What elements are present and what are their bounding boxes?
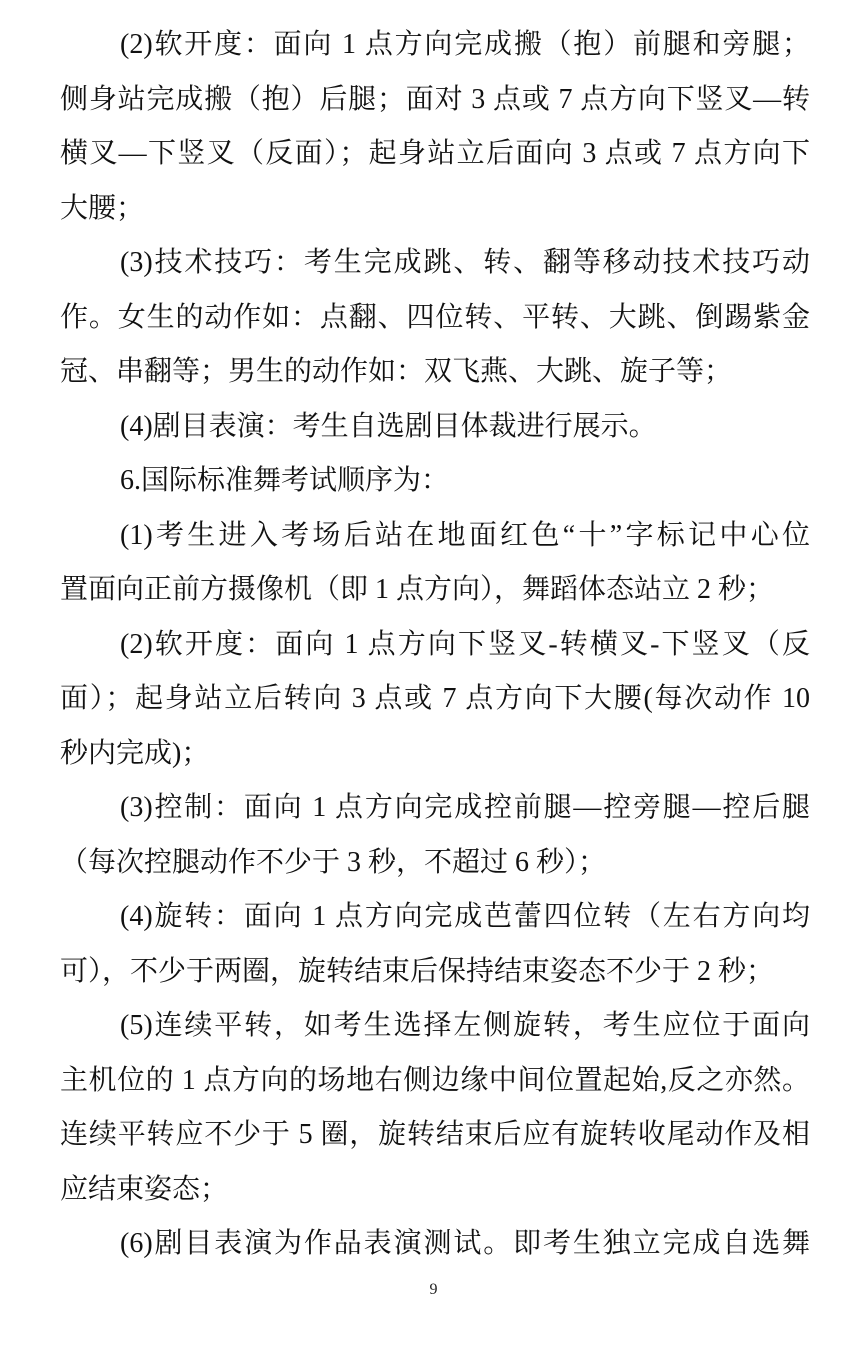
paragraph-step-3 bbox=[60, 781, 810, 890]
text-line: (4)剧目表演：考生自选剧目体裁进行展示。 bbox=[120, 410, 657, 442]
text-line: 主机位的 1 点方向的场地右侧边缘中间位置起始,反之亦然。 bbox=[60, 1064, 810, 1096]
text-line: (6)剧目表演为作品表演测试。即考生独立完成自选舞 bbox=[120, 1228, 810, 1259]
text-line: (4)旋转：面向 1 点方向完成芭蕾四位转（左右方向均 bbox=[120, 901, 810, 932]
text-line: （每次控腿动作不少于 3 秒，不超过 6 秒）； bbox=[60, 846, 607, 878]
text-line: 可），不少于两圈，旋转结束后保持结束姿态不少于 2 秒； bbox=[60, 955, 775, 987]
text-line: 大腰； bbox=[60, 192, 145, 224]
text-line: 秒内完成)； bbox=[60, 737, 210, 769]
text-line: 连续平转应不少于 5 圈，旋转结束后应有旋转收尾动作及相 bbox=[60, 1119, 810, 1150]
body-text bbox=[60, 18, 810, 1272]
text-line: 置面向正前方摄像机（即 1 点方向），舞蹈体态站立 2 秒； bbox=[60, 574, 775, 605]
paragraph-step-6 bbox=[60, 1217, 810, 1272]
paragraph-technique bbox=[60, 236, 810, 400]
text-line: 侧身站完成搬（抱）后腿；面对 3 点或 7 点方向下竖叉—转 bbox=[60, 83, 810, 115]
text-line: (2)软开度：面向 1 点方向下竖叉-转横叉-下竖叉（反 bbox=[120, 628, 810, 660]
text-line: 应结束姿态； bbox=[60, 1173, 229, 1205]
text-line: (5)连续平转，如考生选择左侧旋转，考生应位于面向 bbox=[120, 1010, 810, 1041]
text-line: 作。女生的动作如：点翻、四位转、平转、大跳、倒踢紫金 bbox=[60, 301, 810, 333]
text-line: (2)软开度：面向 1 点方向完成搬（抱）前腿和旁腿； bbox=[120, 29, 810, 60]
paragraph-soft-opening bbox=[60, 18, 810, 236]
paragraph-repertoire bbox=[60, 400, 810, 455]
text-line: 冠、串翻等；男生的动作如：双飞燕、大跳、旋子等； bbox=[60, 356, 733, 387]
text-line: 面）；起身站立后转向 3 点或 7 点方向下大腰(每次动作 10 bbox=[60, 683, 810, 714]
page-number: 9 bbox=[429, 1281, 438, 1298]
text-line: (1)考生进入考场后站在地面红色“十”字标记中心位 bbox=[120, 519, 810, 551]
section-heading bbox=[60, 454, 810, 509]
text-line: (3)控制：面向 1 点方向完成控前腿—控旁腿—控后腿 bbox=[120, 792, 810, 823]
paragraph-step-1 bbox=[60, 509, 810, 618]
text-line: 横叉—下竖叉（反面）；起身站立后面向 3 点或 7 点方向下 bbox=[60, 138, 810, 169]
paragraph-step-5 bbox=[60, 999, 810, 1217]
text-line: 6.国际标准舞考试顺序为： bbox=[120, 465, 450, 496]
paragraph-step-4 bbox=[60, 890, 810, 999]
text-line: (3)技术技巧：考生完成跳、转、翻等移动技术技巧动 bbox=[120, 247, 810, 278]
paragraph-step-2 bbox=[60, 618, 810, 782]
